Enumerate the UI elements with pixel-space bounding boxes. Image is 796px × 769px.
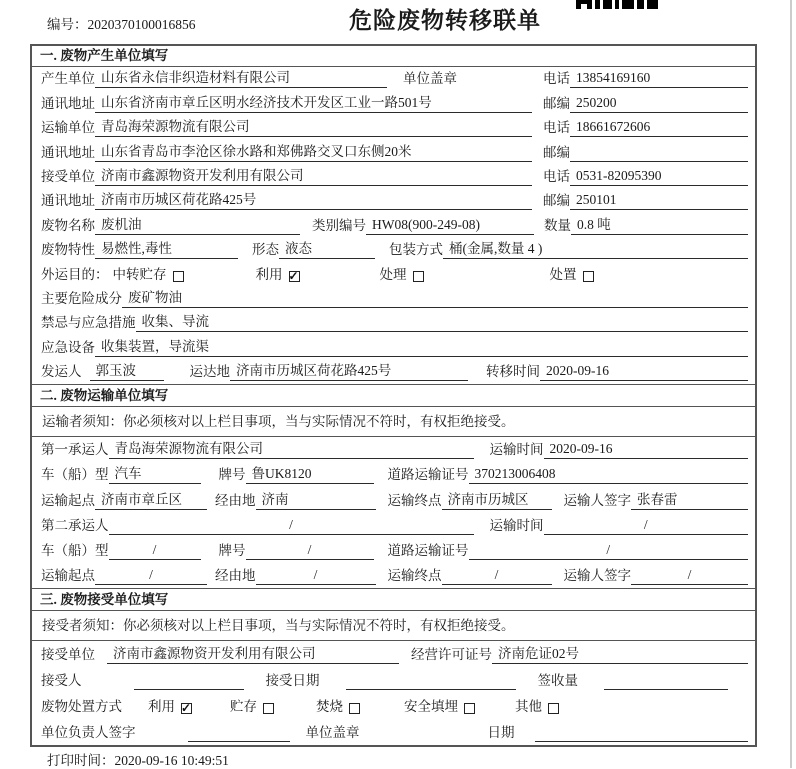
plate-label: 牌号 [218, 467, 246, 483]
row-disposal-method [32, 693, 755, 719]
page-title: 危险废物转移联单 [349, 8, 541, 33]
form-label: 形态 [252, 242, 279, 258]
road-permit-label: 道路运输证号 [387, 543, 469, 559]
section2-notice: 运输者须知：你必须核对以上栏目事项，当与实际情况不符时，有权拒绝接受。 [32, 407, 755, 437]
equipment-label: 应急设备 [41, 339, 95, 355]
option-dispose-label: 处置 [549, 266, 577, 282]
origin-label: 运输起点 [41, 492, 95, 508]
carrier2-plate-value: / [246, 541, 374, 560]
print-time [47, 749, 229, 769]
via-label: 经由地 [215, 568, 256, 584]
date-value [535, 741, 749, 742]
row-taboo-measures [32, 311, 755, 335]
row-carrier1 [32, 437, 755, 462]
transport-time-label: 运输时间 [489, 517, 544, 533]
signed-qty-label: 签收量 [537, 673, 578, 689]
phone-label: 电话 [543, 168, 570, 184]
option-landfill-label: 安全填埋 [404, 699, 458, 715]
equipment-value: 收集装置，导流渠 [95, 338, 748, 357]
receiver-phone-value: 0531-82095390 [570, 167, 748, 186]
transporter-signature-label: 运输人签字 [563, 492, 631, 508]
carrier1-origin-value: 济南市章丘区 [95, 491, 207, 510]
taboo-value: 收集、导流 [136, 313, 749, 332]
checkbox-utilize-icon [181, 703, 192, 714]
row-carrier2-route [32, 563, 755, 588]
producer-address-value: 山东省济南市章丘区明水经济技术开发区工业一路501号 [95, 94, 532, 113]
transporter-value: 青岛海荣源物流有限公司 [95, 118, 532, 137]
character-value: 易燃性,毒性 [95, 240, 238, 259]
waste-name-label: 废物名称 [41, 217, 95, 233]
phone-label: 电话 [543, 71, 570, 87]
transporter-label: 运输单位 [41, 120, 95, 136]
carrier2-label: 第二承运人 [41, 517, 109, 533]
row-acceptor [32, 667, 755, 693]
section2-header: 二. 废物运输单位填写 [32, 384, 755, 407]
transporter-phone-value: 18661672606 [570, 118, 748, 137]
head-signature-label: 单位负责人签字 [41, 725, 136, 741]
row-receiver-address [32, 189, 755, 213]
via-label: 经由地 [215, 492, 256, 508]
option-utilize-label: 利用 [148, 699, 175, 715]
carrier1-via-value: 济南 [256, 491, 376, 510]
zip-label: 邮编 [543, 95, 570, 111]
row-transporter [32, 116, 755, 140]
date-label: 日期 [487, 725, 515, 741]
row-shipper [32, 360, 755, 384]
row-head-signature [32, 719, 755, 745]
destination-value: 济南市历城区荷花路425号 [230, 362, 468, 381]
serial-value: 2020370100016856 [87, 17, 196, 32]
category-label: 类别编号 [312, 217, 366, 233]
option-other-label: 其他 [515, 699, 542, 715]
phone-label: 电话 [543, 120, 570, 136]
carrier1-permit-value: 370213006408 [469, 465, 749, 484]
carrier1-value: 青岛海荣源物流有限公司 [109, 440, 474, 459]
section3-notice: 接受者须知：你必须核对以上栏目事项，当与实际情况不符时，有权拒绝接受。 [32, 611, 755, 641]
row-hazard-component [32, 287, 755, 311]
option-treat-label: 处理 [379, 266, 407, 282]
vehicle-type-label: 车（船）型 [41, 543, 109, 559]
row-emergency-equipment [32, 335, 755, 359]
shipper-value: 郭玉波 [90, 362, 164, 381]
row-transport-purpose [32, 262, 755, 286]
serial-label: 编号： [47, 17, 88, 32]
category-value: HW08(900-249-08) [366, 216, 534, 235]
transport-time-label: 运输时间 [489, 442, 544, 458]
checkbox-store-icon [263, 703, 274, 714]
receiver-address-value: 济南市历城区荷花路425号 [95, 191, 532, 210]
row-producer [32, 67, 755, 91]
carrier2-via-value: / [256, 566, 376, 585]
destination-label: 运达地 [189, 364, 230, 380]
carrier2-origin-value: / [95, 566, 207, 585]
section1-header: 一. 废物产生单位填写 [32, 46, 755, 67]
accept-unit-value: 济南市鑫源物资开发利用有限公司 [107, 645, 399, 664]
packing-label: 包装方式 [389, 242, 443, 258]
producer-value: 山东省永信非织造材料有限公司 [95, 69, 387, 88]
disposal-label: 废物处置方式 [41, 699, 122, 715]
receiver-value: 济南市鑫源物资开发利用有限公司 [95, 167, 532, 186]
packing-value: 桶(金属,数量 4 ) [443, 240, 748, 259]
row-accept-unit [32, 641, 755, 667]
print-time-value: 2020-09-16 10:49:51 [114, 753, 229, 768]
hazard-label: 主要危险成分 [41, 290, 122, 306]
quantity-value: 0.8 吨 [571, 216, 748, 235]
row-carrier2 [32, 513, 755, 538]
transporter-zip-value [570, 161, 748, 162]
checkbox-transfer-storage-icon [173, 271, 184, 282]
qr-code-fragment-icon [576, 0, 658, 9]
character-label: 废物特性 [41, 242, 95, 258]
transfer-form-table [30, 44, 757, 747]
carrier2-value: / [109, 516, 474, 535]
carrier1-end-value: 济南市历城区 [442, 491, 552, 510]
transfer-date-value: 2020-09-16 [540, 362, 748, 381]
checkbox-treat-icon [413, 271, 424, 282]
row-carrier1-vehicle [32, 462, 755, 487]
acceptor-value [134, 689, 244, 690]
option-incinerate-label: 焚烧 [316, 699, 343, 715]
checkbox-other-icon [548, 703, 559, 714]
row-producer-address [32, 91, 755, 115]
purpose-label: 外运目的： [41, 266, 109, 282]
taboo-label: 禁忌与应急措施 [41, 315, 136, 331]
quantity-label: 数量 [544, 217, 571, 233]
checkbox-incinerate-icon [349, 703, 360, 714]
option-utilize-label: 利用 [255, 266, 283, 282]
address-label: 通讯地址 [41, 95, 95, 111]
option-store-label: 贮存 [230, 699, 257, 715]
producer-zip-value: 250200 [570, 94, 748, 113]
hazard-value: 废矿物油 [122, 289, 748, 308]
zip-label: 邮编 [543, 144, 570, 160]
carrier1-time-value: 2020-09-16 [544, 440, 749, 459]
endpoint-label: 运输终点 [387, 492, 442, 508]
carrier1-label: 第一承运人 [41, 442, 109, 458]
carrier1-signature-value: 张春雷 [631, 491, 748, 510]
carrier2-permit-value: / [469, 541, 749, 560]
checkbox-utilize-icon [289, 271, 300, 282]
acceptor-label: 接受人 [41, 673, 82, 689]
road-permit-label: 道路运输证号 [387, 467, 469, 483]
accept-date-value [346, 689, 516, 690]
producer-phone-value: 13854169160 [570, 69, 748, 88]
section3-header: 三. 废物接受单位填写 [32, 588, 755, 611]
checkbox-landfill-icon [464, 703, 475, 714]
transfer-date-label: 转移时间 [486, 364, 540, 380]
shipper-label: 发运人 [41, 364, 82, 380]
unit-seal-label: 单位盖章 [403, 71, 457, 87]
license-label: 经营许可证号 [411, 647, 492, 663]
waste-name-value: 废机油 [95, 216, 300, 235]
row-carrier1-route [32, 487, 755, 512]
producer-label: 产生单位 [41, 71, 95, 87]
license-value: 济南危证02号 [492, 645, 748, 664]
option-transfer-storage-label: 中转贮存 [112, 266, 167, 282]
checkbox-dispose-icon [583, 271, 594, 282]
accept-unit-label: 接受单位 [41, 647, 95, 663]
print-time-label: 打印时间： [47, 753, 115, 768]
page-edge-divider [790, 0, 792, 768]
address-label: 通讯地址 [41, 144, 95, 160]
row-waste-character [32, 238, 755, 262]
accept-date-label: 接受日期 [265, 673, 320, 689]
row-carrier2-vehicle [32, 538, 755, 563]
zip-label: 邮编 [543, 193, 570, 209]
address-label: 通讯地址 [41, 193, 95, 209]
form-value: 液态 [279, 240, 375, 259]
plate-label: 牌号 [218, 543, 246, 559]
carrier2-end-value: / [442, 566, 552, 585]
row-waste-name [32, 213, 755, 237]
receiver-label: 接受单位 [41, 168, 95, 184]
origin-label: 运输起点 [41, 568, 95, 584]
carrier2-signature-value: / [631, 566, 748, 585]
row-receiver [32, 165, 755, 189]
carrier1-plate-value: 鲁UK8120 [246, 465, 374, 484]
head-signature-value [188, 741, 290, 742]
vehicle-type-label: 车（船）型 [41, 467, 109, 483]
transporter-signature-label: 运输人签字 [563, 568, 631, 584]
carrier2-time-value: / [544, 516, 749, 535]
unit-seal-label: 单位盖章 [305, 725, 360, 741]
transporter-address-value: 山东省青岛市李沧区徐水路和郑佛路交叉口东侧20米 [95, 143, 532, 162]
signed-qty-value [604, 689, 728, 690]
endpoint-label: 运输终点 [387, 568, 442, 584]
carrier2-vehicle-value: / [109, 541, 201, 560]
carrier1-vehicle-value: 汽车 [109, 465, 201, 484]
receiver-zip-value: 250101 [570, 191, 748, 210]
row-transporter-address [32, 140, 755, 164]
